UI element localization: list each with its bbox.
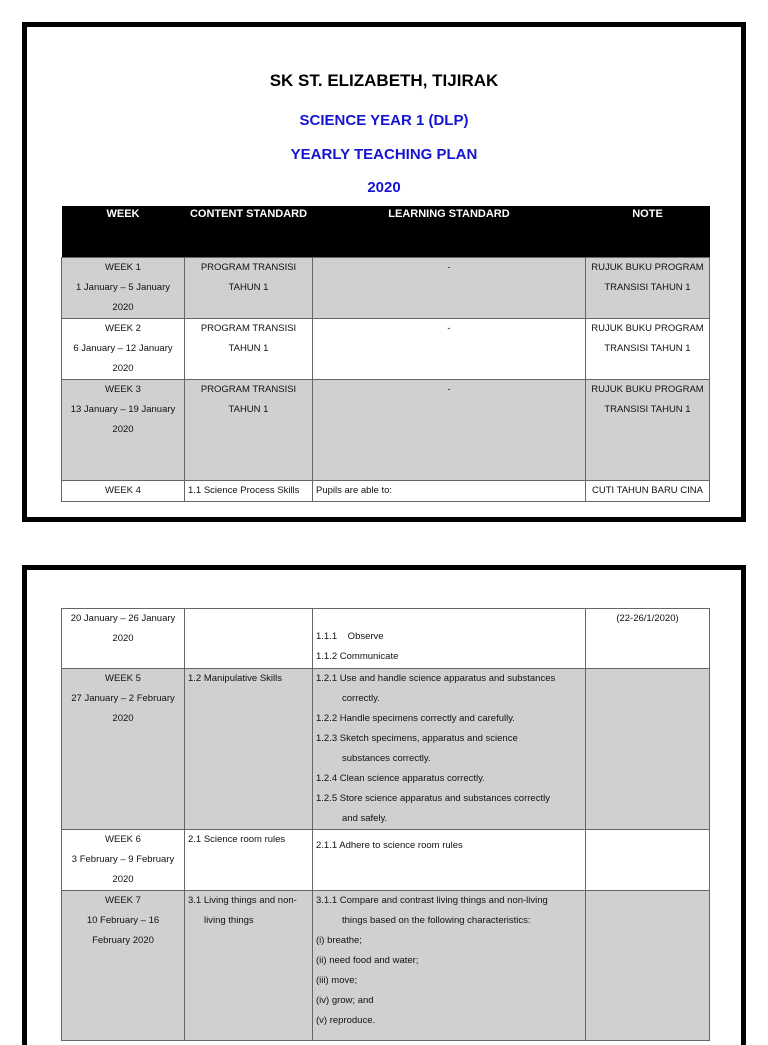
learning-line: 1.1.1 Observe bbox=[316, 631, 384, 642]
week-year: 2020 bbox=[112, 633, 134, 644]
content-line: living things bbox=[204, 915, 254, 926]
note-cell bbox=[586, 891, 710, 1041]
learning-line: substances correctly. bbox=[342, 753, 431, 764]
learning-line: 1.2.1 Use and handle science apparatus and substances bbox=[316, 673, 556, 684]
week-cell: WEEK 4 bbox=[62, 481, 185, 502]
content-line: PROGRAM TRANSISI bbox=[200, 384, 297, 395]
content-cell: 1.1 Science Process Skills bbox=[185, 481, 313, 502]
week-year: 2020 bbox=[112, 713, 134, 724]
learning-line: (iv) grow; and bbox=[316, 995, 374, 1006]
note-line: RUJUK BUKU PROGRAM bbox=[591, 323, 704, 334]
document-page-1 bbox=[22, 22, 746, 522]
content-cell bbox=[185, 891, 313, 1041]
week-cell bbox=[62, 891, 185, 1041]
learning-cell: Pupils are able to: bbox=[313, 481, 586, 502]
learning-line: 3.1.1 Compare and contrast living things and non-living bbox=[316, 895, 548, 906]
week-dates: 1 January – 5 January bbox=[75, 282, 170, 293]
week-year: 2020 bbox=[112, 874, 134, 885]
header-week: WEEK bbox=[62, 206, 185, 258]
week-year: February 2020 bbox=[92, 935, 154, 946]
week-dates: 6 January – 12 January bbox=[73, 343, 173, 354]
learning-cell bbox=[313, 669, 586, 830]
content-line: TAHUN 1 bbox=[228, 282, 269, 293]
content-cell bbox=[185, 319, 313, 380]
content-line: TAHUN 1 bbox=[228, 343, 269, 354]
learning-cell: - bbox=[313, 319, 586, 380]
note-line: RUJUK BUKU PROGRAM bbox=[591, 262, 704, 273]
header-learning-standard: LEARNING STANDARD bbox=[313, 206, 586, 258]
note-cell: (22-26/1/2020) bbox=[586, 609, 710, 669]
content-cell bbox=[185, 258, 313, 319]
note-cell bbox=[586, 830, 710, 891]
learning-cell bbox=[313, 891, 586, 1041]
content-line: PROGRAM TRANSISI bbox=[200, 323, 297, 334]
learning-line: (i) breathe; bbox=[316, 935, 362, 946]
week-label: WEEK 1 bbox=[105, 262, 141, 273]
learning-line: 1.2.3 Sketch specimens, apparatus and science bbox=[316, 733, 518, 744]
learning-cell bbox=[313, 609, 586, 669]
learning-line: 1.2.4 Clean science apparatus correctly. bbox=[316, 773, 485, 784]
subject-title: SCIENCE YEAR 1 (DLP) bbox=[299, 112, 469, 129]
learning-line: 1.2.2 Handle specimens correctly and carefully. bbox=[316, 713, 515, 724]
week-cell bbox=[62, 258, 185, 319]
table-row bbox=[62, 258, 710, 319]
week-cell bbox=[62, 319, 185, 380]
week-dates: 13 January – 19 January bbox=[70, 404, 176, 415]
table-row bbox=[62, 891, 710, 1041]
learning-line: 1.2.5 Store science apparatus and substances correctly bbox=[316, 793, 550, 804]
week-cell bbox=[62, 609, 185, 669]
week-label: WEEK 2 bbox=[105, 323, 141, 334]
header-note: NOTE bbox=[586, 206, 710, 258]
table-row bbox=[62, 609, 710, 669]
note-cell bbox=[586, 258, 710, 319]
header-content-standard: CONTENT STANDARD bbox=[185, 206, 313, 258]
learning-line: (iii) move; bbox=[316, 975, 358, 986]
note-cell bbox=[586, 380, 710, 481]
note-line: TRANSISI TAHUN 1 bbox=[604, 404, 691, 415]
learning-line: correctly. bbox=[342, 693, 380, 704]
teaching-plan-table-page-1 bbox=[61, 206, 710, 502]
note-cell bbox=[586, 669, 710, 830]
content-line: TAHUN 1 bbox=[228, 404, 269, 415]
learning-cell: - bbox=[313, 258, 586, 319]
week-cell bbox=[62, 830, 185, 891]
table-row bbox=[62, 380, 710, 481]
note-line: TRANSISI TAHUN 1 bbox=[604, 343, 691, 354]
week-dates: 3 February – 9 February bbox=[71, 854, 175, 865]
note-cell: CUTI TAHUN BARU CINA bbox=[586, 481, 710, 502]
week-year: 2020 bbox=[112, 302, 134, 313]
learning-line: things based on the following characteristics: bbox=[342, 915, 531, 926]
week-year: 2020 bbox=[112, 424, 134, 435]
document-page-2 bbox=[22, 565, 746, 1045]
table-header-row bbox=[62, 206, 710, 258]
learning-cell: - bbox=[313, 380, 586, 481]
week-label: WEEK 5 bbox=[105, 673, 141, 684]
learning-line: (ii) need food and water; bbox=[316, 955, 419, 966]
table-row bbox=[62, 669, 710, 830]
note-cell bbox=[586, 319, 710, 380]
week-label: WEEK 7 bbox=[105, 895, 141, 906]
school-title: SK ST. ELIZABETH, TIJIRAK bbox=[269, 71, 499, 90]
learning-cell bbox=[313, 830, 586, 891]
content-cell bbox=[185, 380, 313, 481]
week-cell bbox=[62, 380, 185, 481]
content-cell: 2.1 Science room rules bbox=[185, 830, 313, 891]
year-title: 2020 bbox=[367, 179, 401, 196]
week-label: WEEK 6 bbox=[105, 834, 141, 845]
content-line: 3.1 Living things and non- bbox=[188, 895, 297, 906]
teaching-plan-table-page-2 bbox=[61, 608, 710, 1041]
learning-line: (v) reproduce. bbox=[316, 1015, 376, 1026]
content-cell bbox=[185, 609, 313, 669]
week-dates: 10 February – 16 bbox=[86, 915, 160, 926]
week-year: 2020 bbox=[112, 363, 134, 374]
table-row bbox=[62, 830, 710, 891]
table-row bbox=[62, 481, 710, 502]
note-line: TRANSISI TAHUN 1 bbox=[604, 282, 691, 293]
week-cell bbox=[62, 669, 185, 830]
week-label: WEEK 3 bbox=[105, 384, 141, 395]
content-line: PROGRAM TRANSISI bbox=[200, 262, 297, 273]
week-dates: 27 January – 2 February bbox=[71, 693, 175, 704]
learning-line: 2.1.1 Adhere to science room rules bbox=[316, 840, 463, 851]
table-row bbox=[62, 319, 710, 380]
note-line: RUJUK BUKU PROGRAM bbox=[591, 384, 704, 395]
learning-line: 1.1.2 Communicate bbox=[316, 651, 399, 662]
week-dates: 20 January – 26 January bbox=[70, 613, 176, 624]
plan-title: YEARLY TEACHING PLAN bbox=[290, 146, 478, 163]
learning-line: and safely. bbox=[342, 813, 388, 824]
content-cell: 1.2 Manipulative Skills bbox=[185, 669, 313, 830]
